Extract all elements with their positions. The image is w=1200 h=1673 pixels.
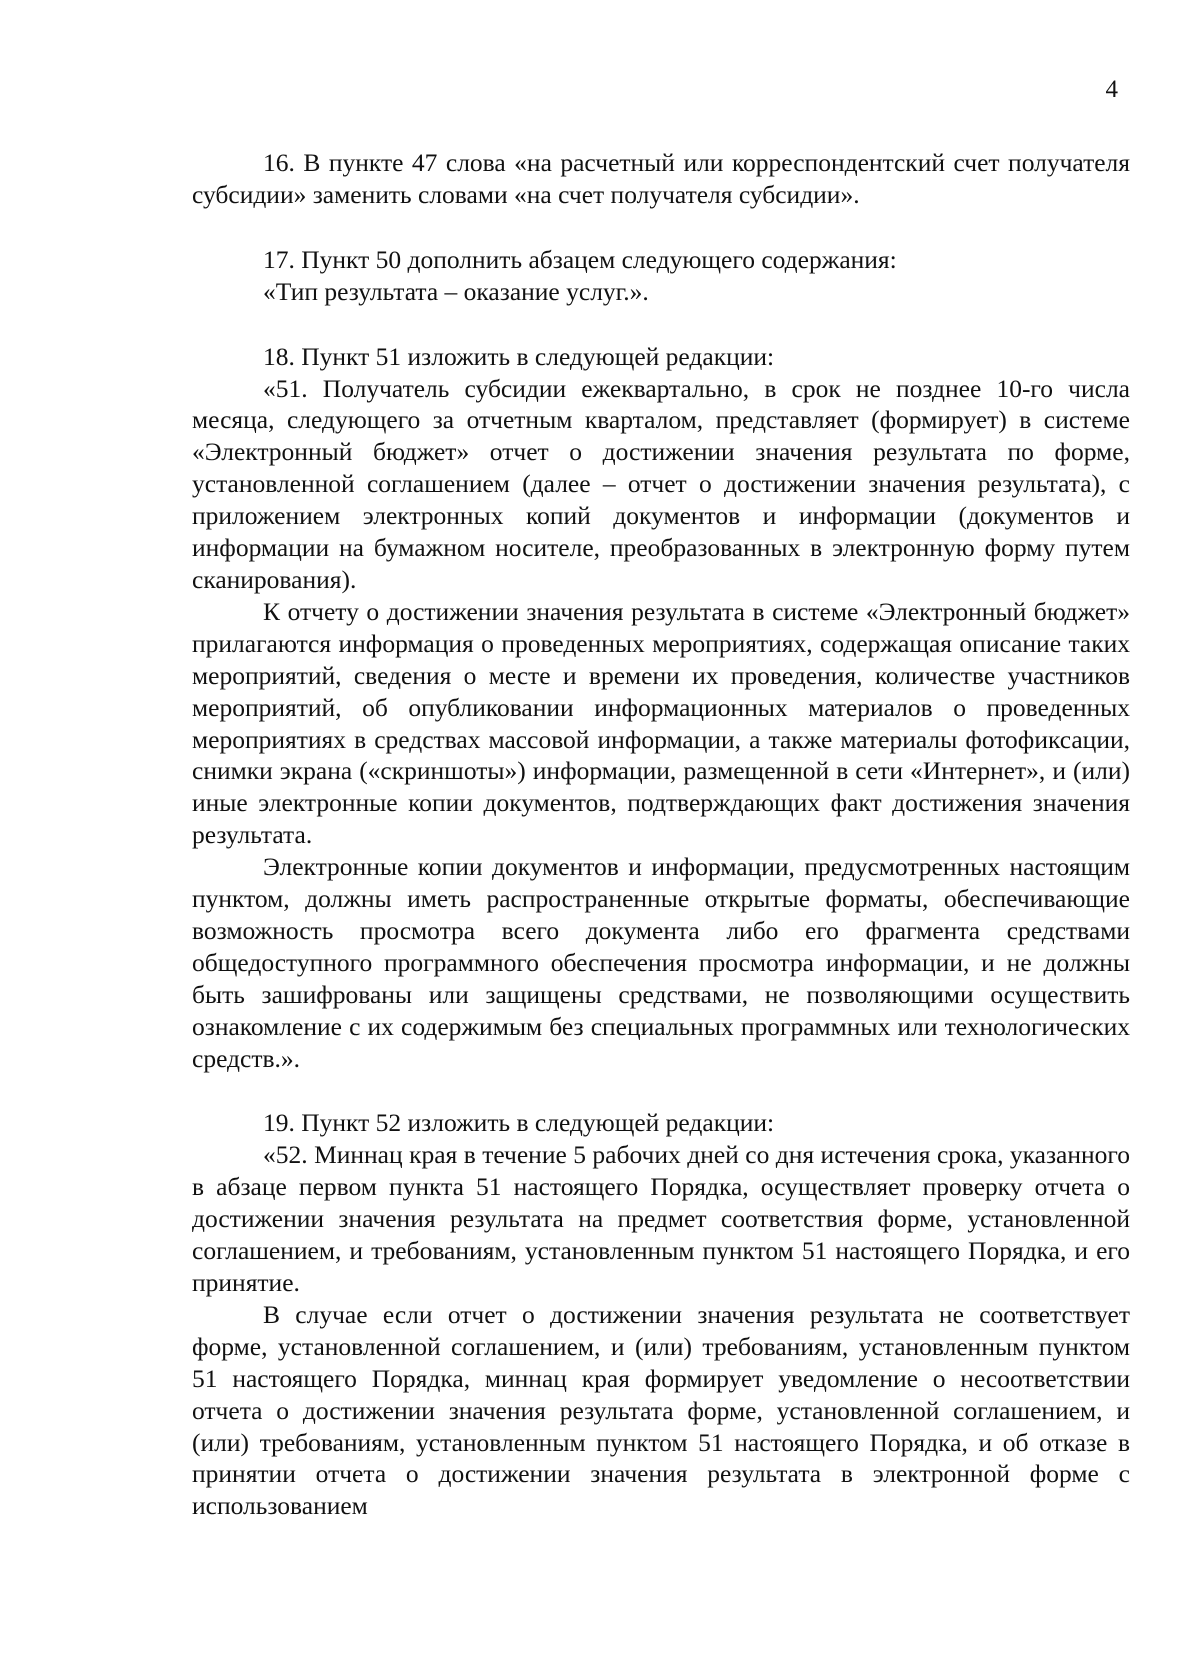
paragraph: 19. Пункт 52 изложить в следующей редакции:	[263, 1108, 775, 1138]
document-body	[192, 147, 1130, 1522]
paragraph: «51. Получатель субсидии ежеквартально, в срок не позднее 10-го числа месяца, следующего за отчетным кварталом, представляет (формирует) в системе «Электронный бюджет» отчет о достижении значения результата по форме, установленной соглашением (далее – отчет о достижении значения результата), с приложением электронных копий документов и информации (документов и информации на бумажном носителе, преобразованных в электронную форму путем сканирования).	[192, 373, 1130, 594]
paragraph: К отчету о достижении значения результата в системе «Электронный бюджет» прилагаются информация о проведенных мероприятиях, содержащая описание таких мероприятий, сведения о месте и времени их проведения, количестве участников мероприятий, об опубликовании информационных материалов о проведенных мероприятиях в средствах массовой информации, а также материалы фотофиксации, снимки экрана («скриншоты») информации, размещенной в сети «Интернет», и (или) иные электронные копии документов, подтверждающих факт достижения значения результата.	[192, 596, 1130, 850]
paragraph: «Тип результата – оказание услуг.».	[263, 276, 649, 306]
paragraph: Электронные копии документов и информации, предусмотренных настоящим пунктом, должны иметь распространенные открытые форматы, обеспечивающие возможность просмотра всего документа либо его фрагмента средствами общедоступного программного обеспечения просмотра информации, и не должны быть зашифрованы или защищены средствами, не позволяющими осуществить ознакомление с их содержимым без специальных программных или технологических средств.».	[192, 852, 1130, 1073]
amendment-16	[192, 147, 1130, 211]
amendment-18	[192, 341, 1130, 1075]
amendment-17	[192, 244, 1130, 308]
paragraph: 17. Пункт 50 дополнить абзацем следующего содержания:	[263, 244, 897, 274]
paragraph: В случае если отчет о достижении значения результата не соответствует форме, установленной соглашением, и (или) требованиям, установленным пунктом 51 настоящего Порядка, миннац края формирует уведомление о несоответствии отчета о достижении значения результата форме, установленной соглашением, и (или) требованиям, установленным пунктом 51 настоящего Порядка, и об отказе в принятии отчета о достижении значения результата в электронной форме с использованием	[192, 1299, 1130, 1521]
paragraph: 16. В пункте 47 слова «на расчетный или корреспондентский счет получателя субсидии» заменить словами «на счет получателя субсидии».	[192, 148, 1130, 209]
paragraph: 18. Пункт 51 изложить в следующей редакции:	[263, 341, 775, 371]
amendment-19	[192, 1107, 1130, 1522]
page-number: 4	[1105, 76, 1118, 103]
paragraph: «52. Миннац края в течение 5 рабочих дней со дня истечения срока, указанного в абзаце первом пункта 51 настоящего Порядка, осуществляет проверку отчета о достижении значения результата на предмет соответствия форме, установленной соглашением, и требованиям, установленным пунктом 51 настоящего Порядка, и его принятие.	[192, 1140, 1130, 1297]
